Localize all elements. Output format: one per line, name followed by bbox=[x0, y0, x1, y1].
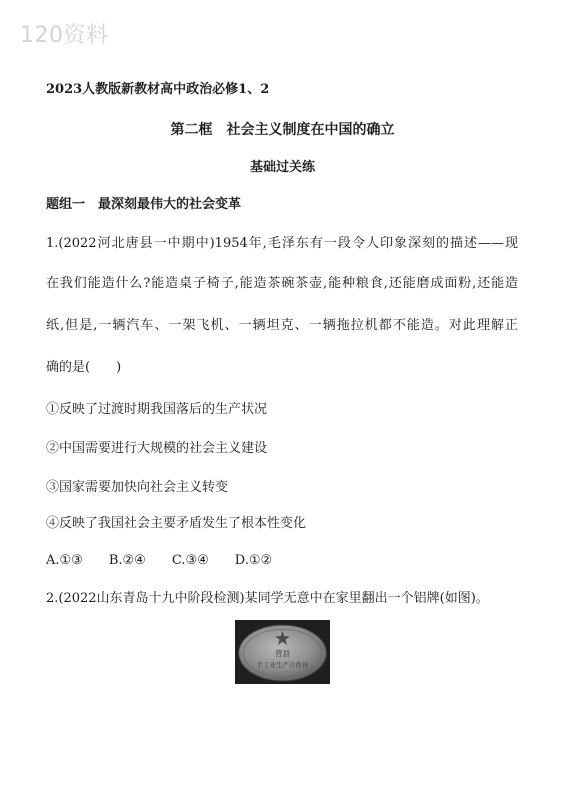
practice-title: 基础过关练 bbox=[249, 160, 315, 175]
question-1-line-2: 在我们能造什么?能造桌子椅子,能造茶碗茶壶,能种粮食,还能磨成面粉,还能造 bbox=[46, 276, 518, 291]
watermark: 120资料 bbox=[20, 23, 109, 48]
section-title: 第二框 社会主义制度在中国的确立 bbox=[170, 122, 395, 138]
question-1-line-3: 纸,但是,一辆汽车、一架飞机、一辆坦克、一辆拖拉机都不能造。对此理解正 bbox=[46, 318, 518, 333]
aluminum-plaque-photo bbox=[235, 620, 330, 684]
question-2-text: 2.(2022山东青岛十九中阶段检测)某同学无意中在家里翻出一个铝牌(如图)。 bbox=[46, 591, 489, 606]
question-1-option-3: ③国家需要加快向社会主义转变 bbox=[46, 480, 229, 495]
question-1-option-2: ②中国需要进行大规模的社会主义建设 bbox=[46, 441, 268, 456]
question-1-line-1: 1.(2022河北唐县一中期中)1954年,毛泽东有一段令人印象深刻的描述——现 bbox=[46, 236, 518, 251]
question-1-option-1: ①反映了过渡时期我国落后的生产状况 bbox=[46, 402, 268, 417]
question-1-line-4: 确的是( ) bbox=[46, 360, 122, 375]
group-title: 题组一 最深刻最伟大的社会变革 bbox=[46, 197, 242, 212]
document-title: 2023人教版新教材高中政治必修1、2 bbox=[46, 82, 270, 97]
plaque-text-line-2: 手工业生产合作社 bbox=[256, 661, 309, 669]
question-1-answer-choices: A.①③ B.②④ C.③④ D.①② bbox=[46, 553, 273, 568]
plaque-text-line-1: 营县 bbox=[275, 649, 290, 658]
question-1-option-4: ④反映了我国社会主要矛盾发生了根本性变化 bbox=[46, 516, 307, 531]
